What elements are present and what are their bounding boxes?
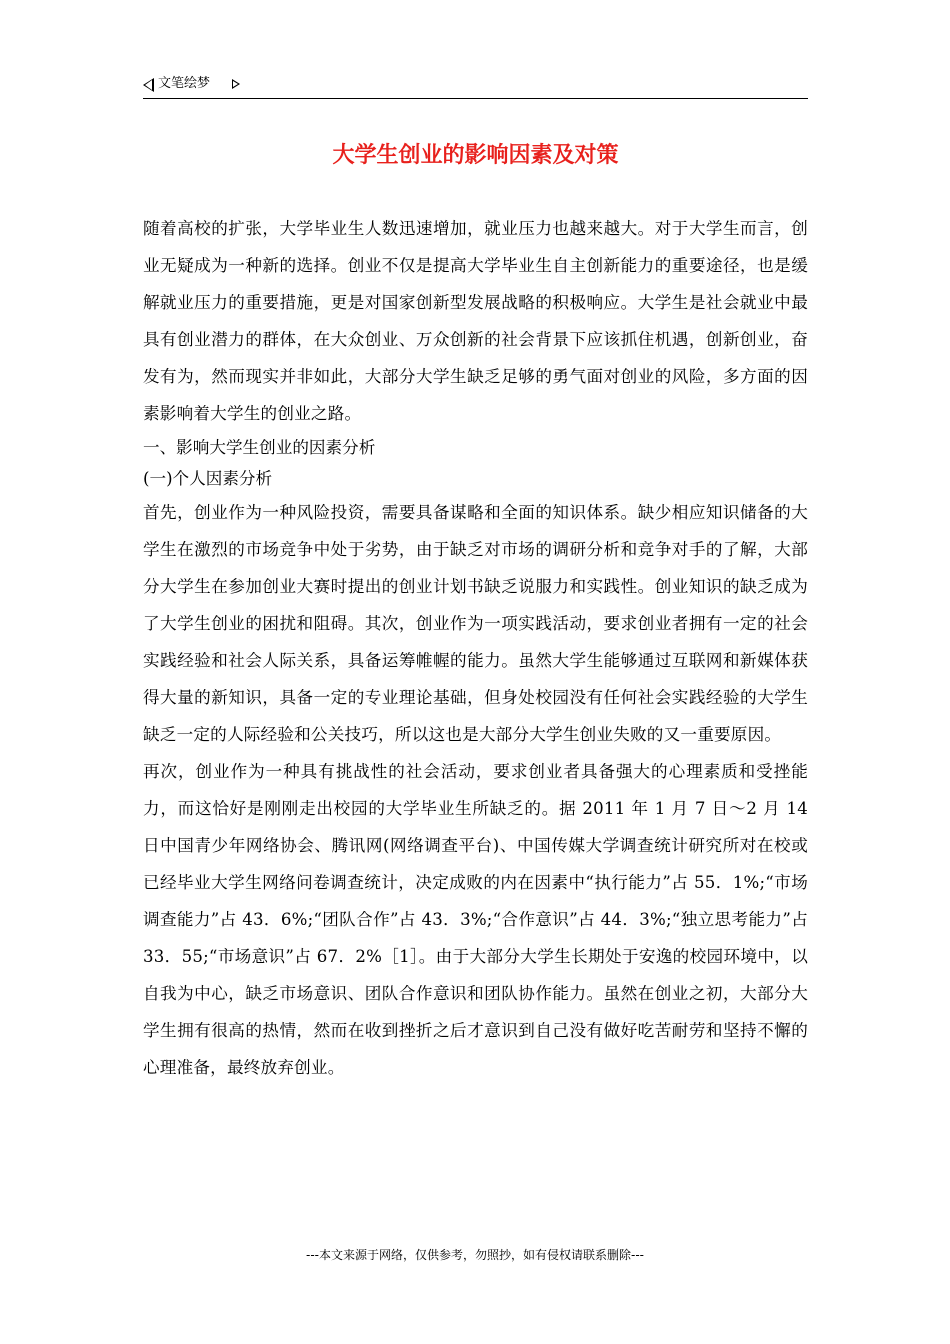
triangle-left-icon [143, 78, 154, 92]
section-heading: 一、影响大学生创业的因素分析 [143, 438, 376, 457]
header-title: 文笔绘梦 [158, 76, 211, 91]
document-title: 大学生创业的影响因素及对策 [332, 143, 619, 168]
body-paragraph-2: 再次，创业作为一种具有挑战性的社会活动，要求创业者具备强大的心理素质和受挫能力，而这恰好是刚刚走出校园的大学毕业生所缺乏的。据 2011 年 1 月 7 日～2 月 14 日中国青少年网络协会、腾讯网(网络调查平台)、中国传媒大学调查统计研究所对在校或已经毕业大学生网络问卷调查统计，决定成败的内在因素中“执行能力”占 55．1%;“市场调查能力”占 43．6%;“团队合作”占 43．3%;“合作意识”占 44．3%;“独立思考能力”占 33．55;“市场意识”占 67．2%［1］。由于大部分大学生长期处于安逸的校园环境中，以自我为中心，缺乏市场意识、团队合作意识和团队协作能力。虽然在创业之初，大部分大学生拥有很高的热情，然而在收到挫折之后才意识到自己没有做好吃苦耐劳和坚持不懈的心理准备，最终放弃创业。 [143, 762, 808, 1077]
page-header [143, 74, 808, 99]
body-paragraph-1: 首先，创业作为一种风险投资，需要具备谋略和全面的知识体系。缺少相应知识储备的大学生在激烈的市场竞争中处于劣势，由于缺乏对市场的调研分析和竞争对手的了解，大部分大学生在参加创业大赛时提出的创业计划书缺乏说服力和实践性。创业知识的缺乏成为了大学生创业的困扰和阻碍。其次，创业作为一项实践活动，要求创业者拥有一定的社会实践经验和社会人际关系，具备运筹帷幄的能力。虽然大学生能够通过互联网和新媒体获得大量的新知识，具备一定的专业理论基础，但身处校园没有任何社会实践经验的大学生缺乏一定的人际经验和公关技巧，所以这也是大部分大学生创业失败的又一重要原因。 [143, 503, 808, 744]
document-body [143, 210, 808, 1086]
subsection-heading: (一)个人因素分析 [143, 469, 273, 488]
triangle-right-icon [232, 79, 240, 89]
intro-paragraph: 随着高校的扩张，大学毕业生人数迅速增加，就业压力也越来越大。对于大学生而言，创业无疑成为一种新的选择。创业不仅是提高大学毕业生自主创新能力的重要途径，也是缓解就业压力的重要措施，更是对国家创新型发展战略的积极响应。大学生是社会就业中最具有创业潜力的群体，在大众创业、万众创新的社会背景下应该抓住机遇，创新创业，奋发有为，然而现实并非如此，大部分大学生缺乏足够的勇气面对创业的风险，多方面的因素影响着大学生的创业之路。 [143, 219, 808, 423]
page-footer: ---本文来源于网络，仅供参考，勿照抄，如有侵权请联系删除--- [306, 1248, 644, 1262]
